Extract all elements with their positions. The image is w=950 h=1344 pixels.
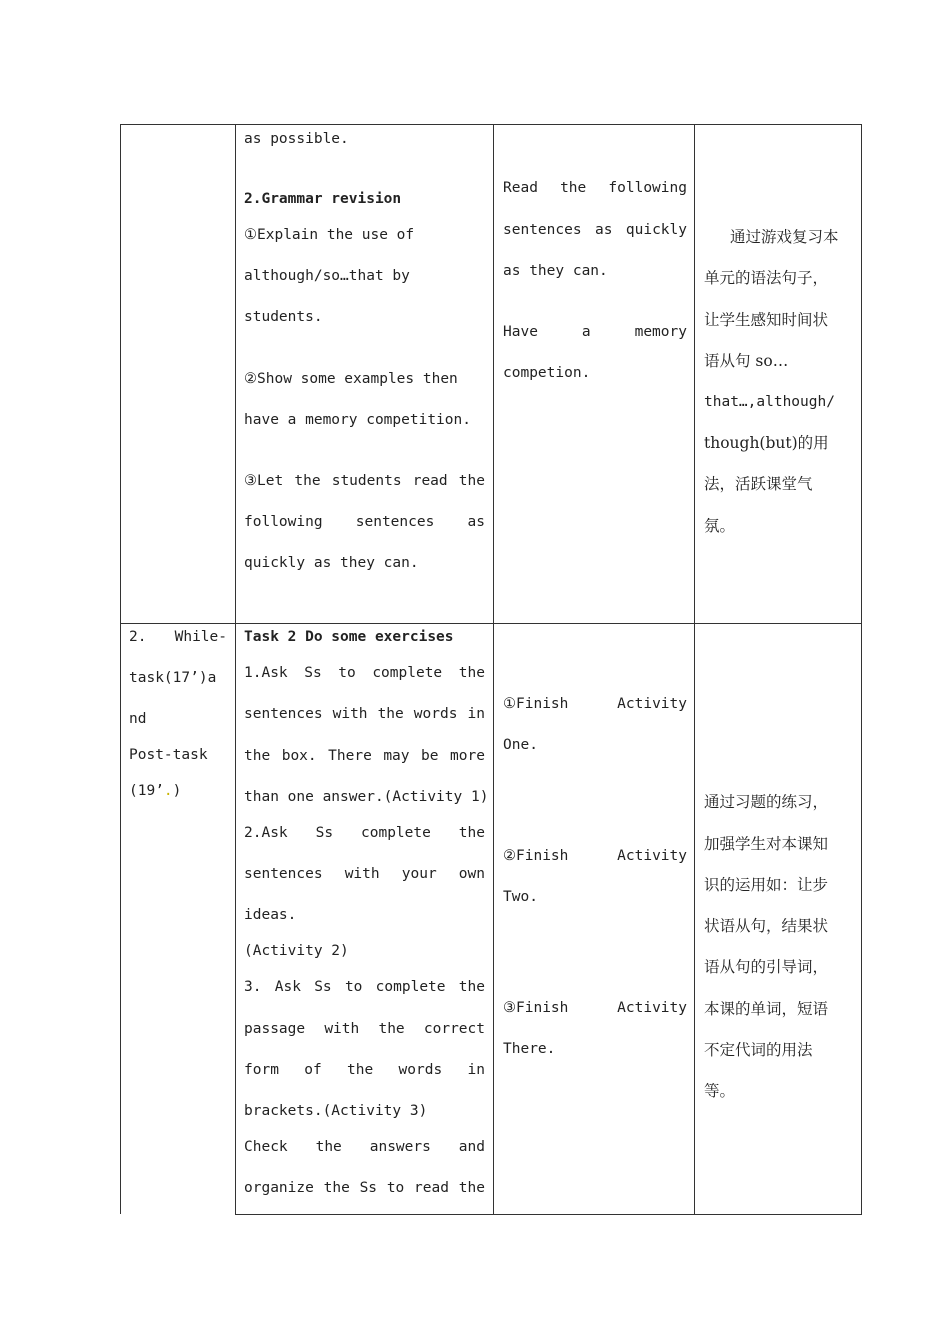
cell-text-line: as they can. [503,263,608,279]
cell-text-line: though(but)的用 [704,434,829,452]
cell-text-line: 本课的单词，短语 [704,1000,829,1018]
justified-text-line: form of the words in [244,1062,485,1078]
cell-text-line: have a memory competition. [244,412,471,428]
cell-text-line: than one answer.(Activity 1) [244,789,489,805]
text-mark: . [163,783,173,799]
justified-text-line: passage with the correct [244,1021,485,1037]
cell-text-line: 识的运用如：让步 [704,876,829,894]
cell-text-line: task(17’)a [129,670,217,686]
cell-text-line: Two. [503,889,538,905]
justified-text-line: sentences as quickly [503,222,687,238]
justified-text-line: sentences with the words in [244,706,485,722]
cell-text-line: 法，活跃课堂气 [704,475,813,493]
cell-text-line: Post-task [129,747,208,763]
table-left-border [120,124,121,1214]
cell-text-line: ②Show some examples then [244,371,458,387]
cell-text-line: 语从句 so… [704,352,789,370]
cell-text-line: (19’.) [129,783,182,799]
justified-text-line: 2.Ask Ss complete the [244,825,485,841]
cell-text-line: (Activity 2) [244,943,349,959]
cell-text-line: 加强学生对本课知 [704,835,829,853]
cell-text-line: There. [503,1041,556,1057]
cell-text-line: nd [129,711,147,727]
cell-text-line: although/so…that by [244,268,410,284]
justified-text-line: organize the Ss to read the [244,1180,485,1196]
cell-text-line: that…,although/ [704,394,835,410]
justified-text-line: 1.Ask Ss to complete the [244,665,485,681]
justified-text-line: ②Finish Activity [503,848,687,864]
table-bottom-border [235,1214,862,1215]
cell-text-line: ideas. [244,907,297,923]
cell-text-line: 语从句的引导词， [704,958,829,976]
cell-text-line: brackets.(Activity 3) [244,1103,428,1119]
table-right-border [861,124,862,1215]
cell-text-line: competion. [503,365,591,381]
table-top-border [120,124,862,125]
cell-text-line: 状语从句，结果状 [704,917,829,935]
cell-text-line: 让学生感知时间状 [704,311,829,329]
justified-text-line: 2. While- [129,629,227,645]
justified-text-line: the box. There may be more [244,748,485,764]
column-divider-2 [493,124,494,1215]
section-heading: Task 2 Do some exercises [244,629,454,645]
justified-text-line: ③Let the students read the [244,473,485,489]
cell-text-line: ①Explain the use of [244,227,415,243]
justified-text-line: ③Finish Activity [503,1000,687,1016]
column-divider-3 [694,124,695,1215]
cell-text-line: 氛。 [704,517,736,535]
justified-text-line: Have a memory [503,324,687,340]
justified-text-line: Read the following [503,180,687,196]
cell-text-line: 通过游戏复习本 [730,228,839,246]
cell-text-line: quickly as they can. [244,555,419,571]
justified-text-line: ①Finish Activity [503,696,687,712]
cell-text-line: 单元的语法句子， [704,269,829,287]
cell-text-line: One. [503,737,538,753]
row-divider [120,623,862,624]
justified-text-line: Check the answers and [244,1139,485,1155]
cell-text-line: 不定代词的用法 [704,1041,813,1059]
section-heading: 2.Grammar revision [244,191,402,207]
cell-text-line: as possible. [244,131,349,147]
cell-text-line: students. [244,309,323,325]
cell-text-line: 等。 [704,1082,736,1100]
justified-text-line: following sentences as [244,514,485,530]
justified-text-line: sentences with your own [244,866,485,882]
cell-text-line: 通过习题的练习， [704,793,829,811]
justified-text-line: 3. Ask Ss to complete the [244,979,485,995]
column-divider-1 [235,124,236,1215]
